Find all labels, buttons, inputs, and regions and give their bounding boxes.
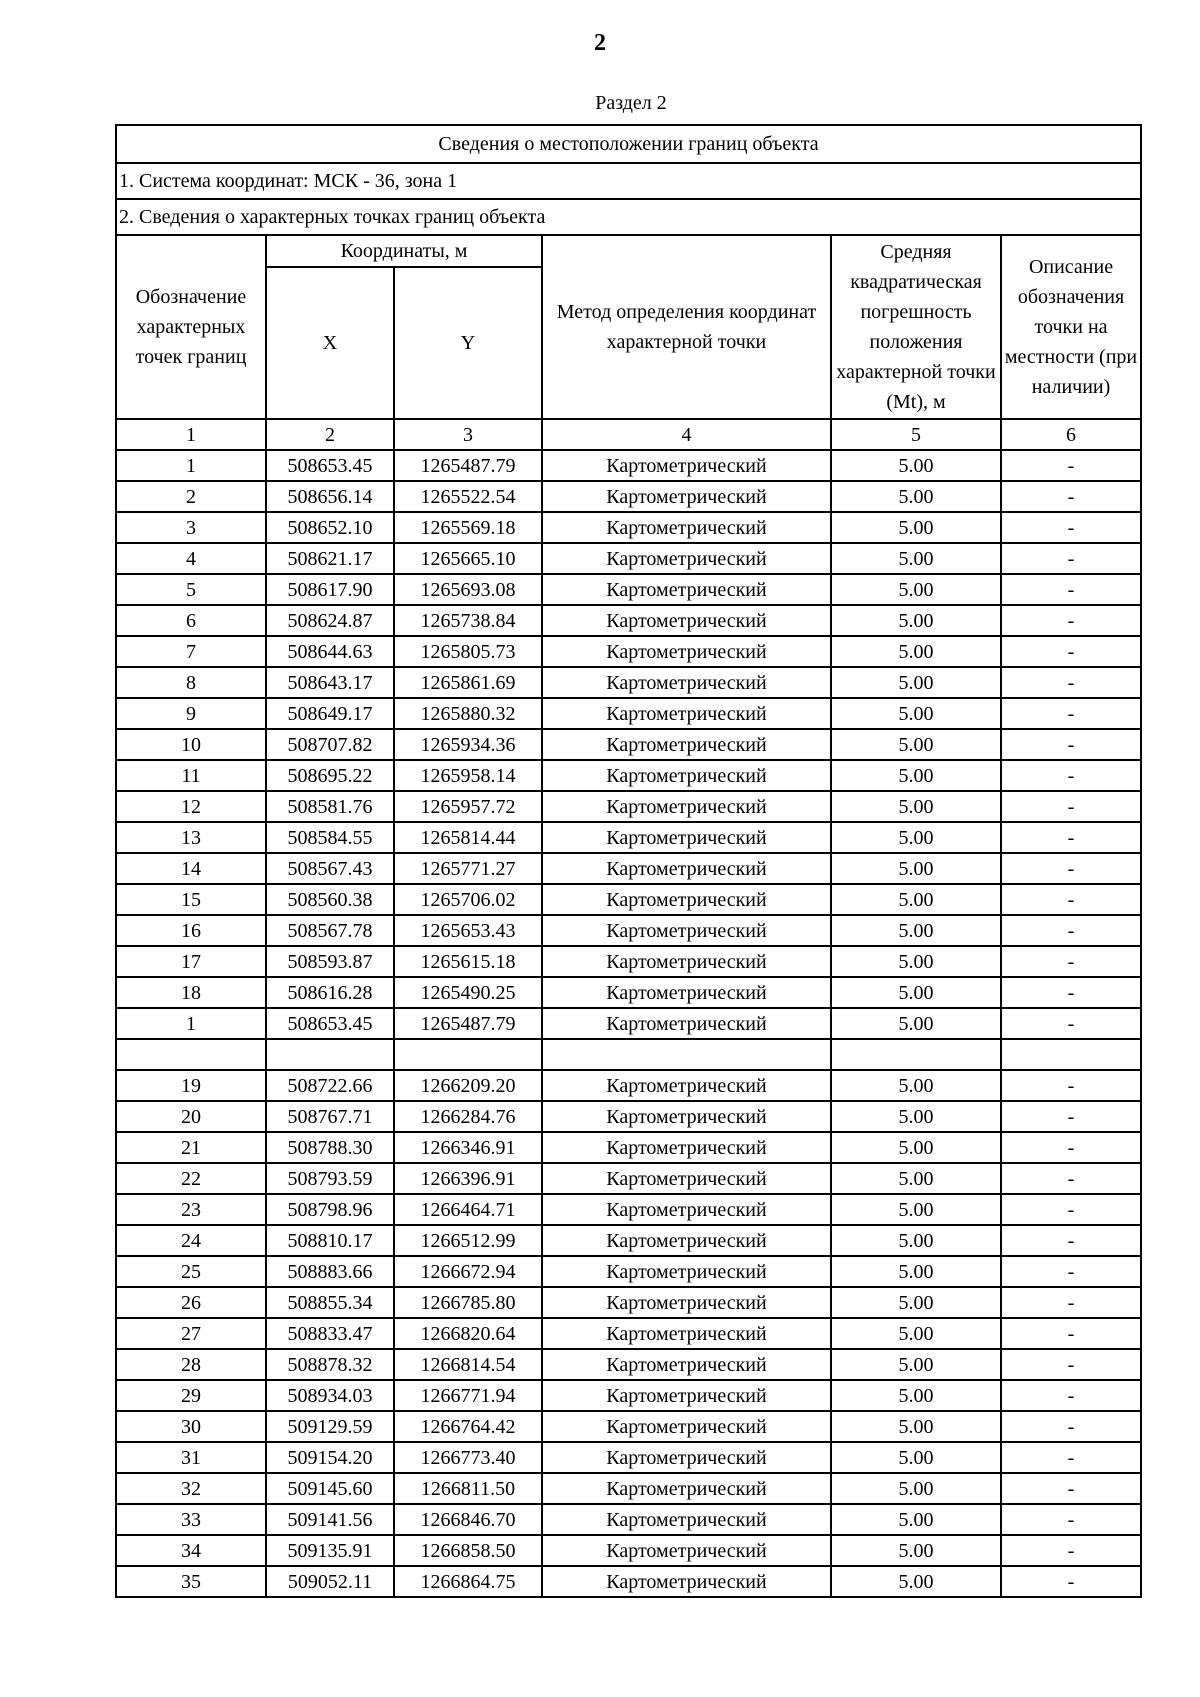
- error-mt-cell: 5.00: [831, 636, 1001, 667]
- error-mt-cell: 5.00: [831, 667, 1001, 698]
- table-row: [116, 915, 1141, 946]
- error-mt-cell: 5.00: [831, 512, 1001, 543]
- table-row: [116, 636, 1141, 667]
- method-cell: Картометрический: [542, 543, 831, 574]
- table-row: [116, 1008, 1141, 1039]
- method-cell: Картометрический: [542, 1566, 831, 1597]
- coord-x-cell: 509141.56: [266, 1504, 394, 1535]
- error-mt-cell: 5.00: [831, 946, 1001, 977]
- description-cell: -: [1001, 1225, 1141, 1256]
- table-title: Сведения о местоположении границ объекта: [116, 125, 1141, 163]
- table-row: [116, 822, 1141, 853]
- coord-y-cell: 1266771.94: [394, 1380, 542, 1411]
- coord-system-row: [116, 163, 1141, 199]
- description-cell: -: [1001, 1318, 1141, 1349]
- table-row: [116, 1504, 1141, 1535]
- coord-x-cell: 508643.17: [266, 667, 394, 698]
- coord-y-cell: 1266846.70: [394, 1504, 542, 1535]
- coord-y-cell: 1265957.72: [394, 791, 542, 822]
- description-cell: -: [1001, 636, 1141, 667]
- table-row: [116, 1132, 1141, 1163]
- table-row: [116, 667, 1141, 698]
- method-cell: Картометрический: [542, 1349, 831, 1380]
- table-row: [116, 853, 1141, 884]
- table-row: [116, 1473, 1141, 1504]
- description-cell: -: [1001, 481, 1141, 512]
- error-mt-cell: 5.00: [831, 822, 1001, 853]
- method-cell: Картометрический: [542, 791, 831, 822]
- point-number-cell: 34: [116, 1535, 266, 1566]
- point-number-cell: 17: [116, 946, 266, 977]
- coord-y-cell: 1266864.75: [394, 1566, 542, 1597]
- table-row: [116, 884, 1141, 915]
- point-number-cell: 21: [116, 1132, 266, 1163]
- description-cell: -: [1001, 1473, 1141, 1504]
- error-mt-cell: 5.00: [831, 1473, 1001, 1504]
- method-cell: Картометрический: [542, 1132, 831, 1163]
- table-row: [116, 1256, 1141, 1287]
- point-number-cell: 15: [116, 884, 266, 915]
- coord-x-cell: 508621.17: [266, 543, 394, 574]
- method-cell: Картометрический: [542, 1008, 831, 1039]
- error-mt-cell: 5.00: [831, 1008, 1001, 1039]
- coord-x-cell: 508593.87: [266, 946, 394, 977]
- point-number-cell: 2: [116, 481, 266, 512]
- coord-x-cell: 508788.30: [266, 1132, 394, 1163]
- method-cell: Картометрический: [542, 915, 831, 946]
- table-row: [116, 791, 1141, 822]
- coord-y-cell: 1265738.84: [394, 605, 542, 636]
- method-cell: Картометрический: [542, 450, 831, 481]
- table-row: [116, 450, 1141, 481]
- method-cell: Картометрический: [542, 667, 831, 698]
- error-mt-cell: 5.00: [831, 574, 1001, 605]
- table-row: [116, 1070, 1141, 1101]
- point-number-cell: 30: [116, 1411, 266, 1442]
- coord-x-cell: 508644.63: [266, 636, 394, 667]
- description-cell: -: [1001, 512, 1141, 543]
- coord-x-cell: 509052.11: [266, 1566, 394, 1597]
- description-cell: -: [1001, 1349, 1141, 1380]
- coord-y-cell: 1266820.64: [394, 1318, 542, 1349]
- method-cell: Картометрический: [542, 884, 831, 915]
- header-x: X: [266, 267, 394, 419]
- method-cell: Картометрический: [542, 1163, 831, 1194]
- method-cell: Картометрический: [542, 1101, 831, 1132]
- point-number-cell: 35: [116, 1566, 266, 1597]
- error-mt-cell: 5.00: [831, 698, 1001, 729]
- points-title: 2. Сведения о характерных точках границ объекта: [116, 199, 1141, 235]
- coord-x-cell: 508883.66: [266, 1256, 394, 1287]
- method-cell: Картометрический: [542, 481, 831, 512]
- boundary-points-table: [115, 124, 1142, 1598]
- table-row: [116, 1318, 1141, 1349]
- coord-x-cell: 508584.55: [266, 822, 394, 853]
- column-numbers-row: [116, 419, 1141, 450]
- error-mt-cell: 5.00: [831, 1194, 1001, 1225]
- error-mt-cell: 5.00: [831, 915, 1001, 946]
- table-row: [116, 946, 1141, 977]
- point-number-cell: 31: [116, 1442, 266, 1473]
- error-mt-cell: 5.00: [831, 1535, 1001, 1566]
- coord-y-cell: 1265880.32: [394, 698, 542, 729]
- table-row: [116, 481, 1141, 512]
- description-cell: -: [1001, 1380, 1141, 1411]
- table-row: [116, 512, 1141, 543]
- error-mt-cell: 5.00: [831, 884, 1001, 915]
- coord-y-cell: 1265958.14: [394, 760, 542, 791]
- header-error: Средняя квадратическая погрешность положения характерной точки (Mt), м: [831, 235, 1001, 419]
- error-mt-cell: 5.00: [831, 1349, 1001, 1380]
- method-cell: Картометрический: [542, 946, 831, 977]
- coord-x-cell: 509129.59: [266, 1411, 394, 1442]
- coord-x-cell: 508649.17: [266, 698, 394, 729]
- error-mt-cell: 5.00: [831, 1256, 1001, 1287]
- table-row: [116, 698, 1141, 729]
- point-number-cell: 24: [116, 1225, 266, 1256]
- error-mt-cell: 5.00: [831, 1411, 1001, 1442]
- table-row: [116, 1225, 1141, 1256]
- error-mt-cell: 5.00: [831, 1225, 1001, 1256]
- coord-system: 1. Система координат: МСК - 36, зона 1: [116, 163, 1141, 199]
- header-coords: Координаты, м: [266, 235, 542, 267]
- point-number-cell: 22: [116, 1163, 266, 1194]
- error-mt-cell: 5.00: [831, 1442, 1001, 1473]
- method-cell: Картометрический: [542, 1504, 831, 1535]
- coord-y-cell: 1266814.54: [394, 1349, 542, 1380]
- coord-y-cell: 1265805.73: [394, 636, 542, 667]
- point-number-cell: 28: [116, 1349, 266, 1380]
- coord-y-cell: 1265487.79: [394, 1008, 542, 1039]
- coord-y-cell: 1266773.40: [394, 1442, 542, 1473]
- method-cell: Картометрический: [542, 822, 831, 853]
- description-cell: -: [1001, 1566, 1141, 1597]
- description-cell: -: [1001, 1411, 1141, 1442]
- error-mt-cell: 5.00: [831, 1163, 1001, 1194]
- table-row: [116, 760, 1141, 791]
- description-cell: -: [1001, 1504, 1141, 1535]
- method-cell: Картометрический: [542, 1287, 831, 1318]
- coord-x-cell: 508707.82: [266, 729, 394, 760]
- error-mt-cell: 5.00: [831, 853, 1001, 884]
- point-number-cell: 27: [116, 1318, 266, 1349]
- coord-y-cell: 1265569.18: [394, 512, 542, 543]
- point-number-cell: 7: [116, 636, 266, 667]
- description-cell: -: [1001, 884, 1141, 915]
- table-row: [116, 1380, 1141, 1411]
- coord-y-cell: 1265522.54: [394, 481, 542, 512]
- point-number-cell: 29: [116, 1380, 266, 1411]
- error-mt-cell: 5.00: [831, 791, 1001, 822]
- table-row: [116, 1287, 1141, 1318]
- coord-y-cell: 1266811.50: [394, 1473, 542, 1504]
- error-mt-cell: 5.00: [831, 1318, 1001, 1349]
- point-number-cell: 19: [116, 1070, 266, 1101]
- coord-y-cell: 1266512.99: [394, 1225, 542, 1256]
- coord-y-cell: 1266785.80: [394, 1287, 542, 1318]
- point-number-cell: 12: [116, 791, 266, 822]
- description-cell: -: [1001, 915, 1141, 946]
- table-title-row: [116, 125, 1141, 163]
- coord-y-cell: 1265706.02: [394, 884, 542, 915]
- method-cell: Картометрический: [542, 1318, 831, 1349]
- description-cell: -: [1001, 698, 1141, 729]
- coord-y-cell: 1265771.27: [394, 853, 542, 884]
- error-mt-cell: 5.00: [831, 1380, 1001, 1411]
- description-cell: -: [1001, 1287, 1141, 1318]
- coord-y-cell: 1266396.91: [394, 1163, 542, 1194]
- coord-x-cell: 508560.38: [266, 884, 394, 915]
- method-cell: [542, 1039, 831, 1070]
- description-cell: -: [1001, 574, 1141, 605]
- table-row: [116, 977, 1141, 1008]
- header-method: Метод определения координат характерной точки: [542, 235, 831, 419]
- point-number-cell: 10: [116, 729, 266, 760]
- coord-y-cell: 1265490.25: [394, 977, 542, 1008]
- coord-y-cell: 1265814.44: [394, 822, 542, 853]
- point-number-cell: 1: [116, 450, 266, 481]
- description-cell: -: [1001, 667, 1141, 698]
- coord-x-cell: 508722.66: [266, 1070, 394, 1101]
- description-cell: -: [1001, 1535, 1141, 1566]
- point-number-cell: 20: [116, 1101, 266, 1132]
- description-cell: -: [1001, 1132, 1141, 1163]
- point-number-cell: 5: [116, 574, 266, 605]
- coord-x-cell: 508855.34: [266, 1287, 394, 1318]
- column-number-4: 4: [542, 419, 831, 450]
- description-cell: -: [1001, 1101, 1141, 1132]
- coord-x-cell: 508581.76: [266, 791, 394, 822]
- point-number-cell: 25: [116, 1256, 266, 1287]
- description-cell: -: [1001, 543, 1141, 574]
- coord-x-cell: 508567.78: [266, 915, 394, 946]
- point-number-cell: 23: [116, 1194, 266, 1225]
- page-number: 2: [594, 30, 606, 56]
- error-mt-cell: 5.00: [831, 481, 1001, 512]
- table-row: [116, 1039, 1141, 1070]
- point-number-cell: 13: [116, 822, 266, 853]
- method-cell: Картометрический: [542, 1473, 831, 1504]
- description-cell: -: [1001, 760, 1141, 791]
- header-y: Y: [394, 267, 542, 419]
- table-row: [116, 1349, 1141, 1380]
- error-mt-cell: [831, 1039, 1001, 1070]
- error-mt-cell: 5.00: [831, 450, 1001, 481]
- description-cell: -: [1001, 1163, 1141, 1194]
- method-cell: Картометрический: [542, 574, 831, 605]
- error-mt-cell: 5.00: [831, 977, 1001, 1008]
- description-cell: -: [1001, 605, 1141, 636]
- method-cell: Картометрический: [542, 1225, 831, 1256]
- table-row: [116, 1566, 1141, 1597]
- point-number-cell: 14: [116, 853, 266, 884]
- method-cell: Картометрический: [542, 729, 831, 760]
- coord-y-cell: 1265693.08: [394, 574, 542, 605]
- coord-x-cell: 508616.28: [266, 977, 394, 1008]
- description-cell: -: [1001, 977, 1141, 1008]
- coord-y-cell: 1266284.76: [394, 1101, 542, 1132]
- point-number-cell: 32: [116, 1473, 266, 1504]
- header-row-top: [116, 235, 1141, 267]
- coord-y-cell: 1266858.50: [394, 1535, 542, 1566]
- coord-x-cell: 508798.96: [266, 1194, 394, 1225]
- section-label: Раздел 2: [595, 92, 667, 114]
- method-cell: Картометрический: [542, 977, 831, 1008]
- point-number-cell: 4: [116, 543, 266, 574]
- point-number-cell: 6: [116, 605, 266, 636]
- error-mt-cell: 5.00: [831, 543, 1001, 574]
- table-row: [116, 729, 1141, 760]
- header-description: Описание обозначения точки на местности (при наличии): [1001, 235, 1141, 419]
- coord-y-cell: 1265653.43: [394, 915, 542, 946]
- coord-x-cell: 508567.43: [266, 853, 394, 884]
- table-row: [116, 1442, 1141, 1473]
- coord-y-cell: 1266672.94: [394, 1256, 542, 1287]
- point-number-cell: 3: [116, 512, 266, 543]
- column-number-6: 6: [1001, 419, 1141, 450]
- table-row: [116, 574, 1141, 605]
- method-cell: Картометрический: [542, 698, 831, 729]
- coord-y-cell: 1265665.10: [394, 543, 542, 574]
- method-cell: Картометрический: [542, 605, 831, 636]
- point-number-cell: 26: [116, 1287, 266, 1318]
- coord-y-cell: 1265487.79: [394, 450, 542, 481]
- method-cell: Картометрический: [542, 760, 831, 791]
- error-mt-cell: 5.00: [831, 1070, 1001, 1101]
- coord-y-cell: 1266464.71: [394, 1194, 542, 1225]
- table-row: [116, 1535, 1141, 1566]
- description-cell: -: [1001, 1194, 1141, 1225]
- column-number-5: 5: [831, 419, 1001, 450]
- description-cell: -: [1001, 791, 1141, 822]
- description-cell: -: [1001, 729, 1141, 760]
- description-cell: -: [1001, 1008, 1141, 1039]
- column-number-3: 3: [394, 419, 542, 450]
- table-row: [116, 1163, 1141, 1194]
- method-cell: Картометрический: [542, 1411, 831, 1442]
- point-number-cell: [116, 1039, 266, 1070]
- coord-x-cell: 508833.47: [266, 1318, 394, 1349]
- error-mt-cell: 5.00: [831, 760, 1001, 791]
- error-mt-cell: 5.00: [831, 729, 1001, 760]
- coord-y-cell: 1265934.36: [394, 729, 542, 760]
- error-mt-cell: 5.00: [831, 1287, 1001, 1318]
- description-cell: -: [1001, 946, 1141, 977]
- coord-y-cell: 1265861.69: [394, 667, 542, 698]
- method-cell: Картометрический: [542, 1256, 831, 1287]
- point-number-cell: 16: [116, 915, 266, 946]
- coord-x-cell: 508656.14: [266, 481, 394, 512]
- point-number-cell: 18: [116, 977, 266, 1008]
- coord-x-cell: [266, 1039, 394, 1070]
- method-cell: Картометрический: [542, 1070, 831, 1101]
- coord-x-cell: 509145.60: [266, 1473, 394, 1504]
- table-row: [116, 605, 1141, 636]
- coord-x-cell: 508653.45: [266, 450, 394, 481]
- coord-y-cell: 1265615.18: [394, 946, 542, 977]
- coord-x-cell: 508767.71: [266, 1101, 394, 1132]
- column-number-2: 2: [266, 419, 394, 450]
- point-number-cell: 8: [116, 667, 266, 698]
- coord-y-cell: 1266346.91: [394, 1132, 542, 1163]
- method-cell: Картометрический: [542, 1380, 831, 1411]
- coord-x-cell: 509135.91: [266, 1535, 394, 1566]
- coord-x-cell: 509154.20: [266, 1442, 394, 1473]
- coord-x-cell: 508695.22: [266, 760, 394, 791]
- description-cell: -: [1001, 450, 1141, 481]
- description-cell: -: [1001, 853, 1141, 884]
- coord-x-cell: 508793.59: [266, 1163, 394, 1194]
- coord-x-cell: 508810.17: [266, 1225, 394, 1256]
- header-designation: Обозначение характерных точек границ: [116, 235, 266, 419]
- method-cell: Картометрический: [542, 853, 831, 884]
- error-mt-cell: 5.00: [831, 1132, 1001, 1163]
- points-title-row: [116, 199, 1141, 235]
- description-cell: -: [1001, 1442, 1141, 1473]
- error-mt-cell: 5.00: [831, 605, 1001, 636]
- error-mt-cell: 5.00: [831, 1566, 1001, 1597]
- coord-y-cell: 1266209.20: [394, 1070, 542, 1101]
- method-cell: Картометрический: [542, 1535, 831, 1566]
- coord-x-cell: 508934.03: [266, 1380, 394, 1411]
- point-number-cell: 1: [116, 1008, 266, 1039]
- column-number-1: 1: [116, 419, 266, 450]
- point-number-cell: 9: [116, 698, 266, 729]
- table-row: [116, 1194, 1141, 1225]
- method-cell: Картометрический: [542, 636, 831, 667]
- description-cell: -: [1001, 822, 1141, 853]
- coord-x-cell: 508624.87: [266, 605, 394, 636]
- coord-x-cell: 508652.10: [266, 512, 394, 543]
- coord-x-cell: 508653.45: [266, 1008, 394, 1039]
- description-cell: -: [1001, 1256, 1141, 1287]
- point-number-cell: 33: [116, 1504, 266, 1535]
- point-number-cell: 11: [116, 760, 266, 791]
- table-row: [116, 1411, 1141, 1442]
- coord-y-cell: 1266764.42: [394, 1411, 542, 1442]
- coord-y-cell: [394, 1039, 542, 1070]
- table-row: [116, 1101, 1141, 1132]
- coord-x-cell: 508617.90: [266, 574, 394, 605]
- description-cell: -: [1001, 1070, 1141, 1101]
- error-mt-cell: 5.00: [831, 1504, 1001, 1535]
- method-cell: Картометрический: [542, 512, 831, 543]
- error-mt-cell: 5.00: [831, 1101, 1001, 1132]
- table-row: [116, 543, 1141, 574]
- coord-x-cell: 508878.32: [266, 1349, 394, 1380]
- description-cell: [1001, 1039, 1141, 1070]
- method-cell: Картометрический: [542, 1442, 831, 1473]
- method-cell: Картометрический: [542, 1194, 831, 1225]
